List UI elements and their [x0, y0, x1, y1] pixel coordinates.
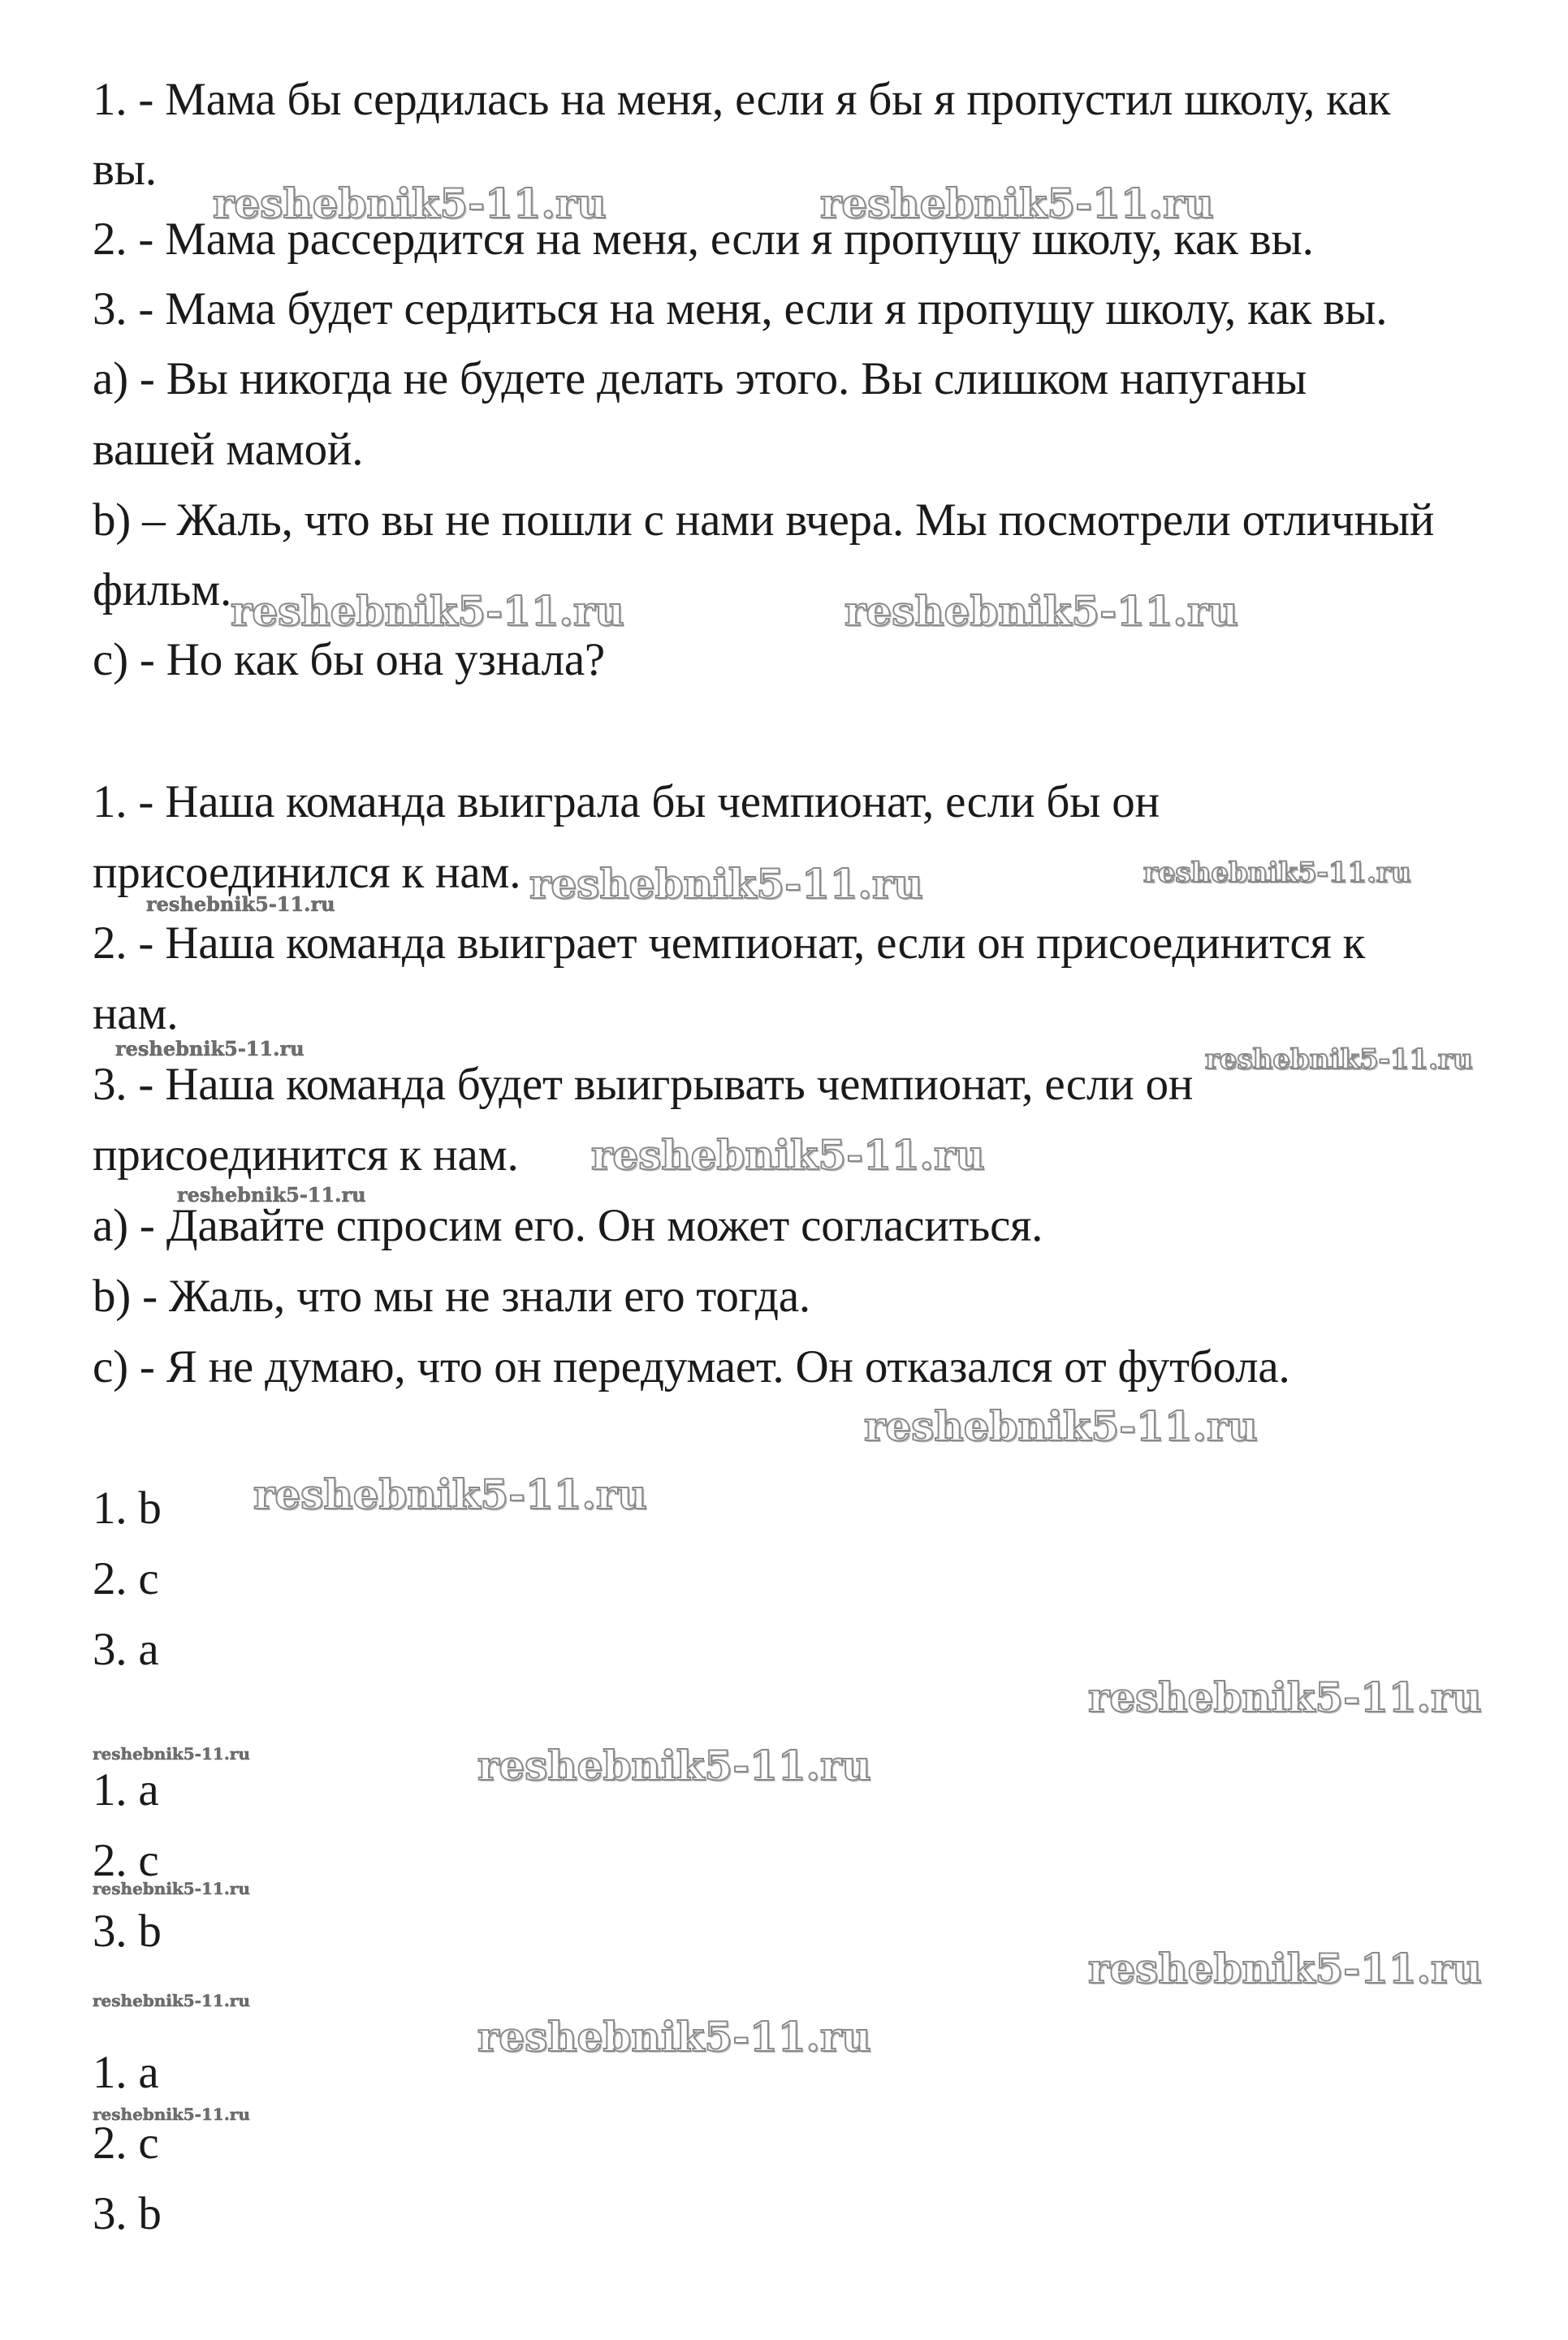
watermark: reshebnik5-11.ru [844, 587, 1238, 635]
answer-line: 3. b [93, 1906, 162, 1957]
answer-line: 1. а [93, 2047, 159, 2098]
text-line: а) - Давайте спросим его. Он может согласиться. [93, 1200, 1043, 1251]
answer-line: 2. с [93, 2118, 159, 2169]
watermark: reshebnik5-11.ru [1143, 857, 1411, 889]
watermark: reshebnik5-11.ru [820, 179, 1214, 227]
text-line: b) – Жаль, что вы не пошли с нами вчера. Мы посмотрели отличный [93, 494, 1435, 546]
text-line: с) - Но как бы она узнала? [93, 634, 606, 685]
text-line: b) - Жаль, что мы не знали его тогда. [93, 1271, 810, 1322]
text-line: 1. - Наша команда выиграла бы чемпионат, если бы он [93, 776, 1160, 827]
text-line: 2. - Наша команда выиграет чемпионат, если он присоединится к [93, 917, 1366, 969]
watermark: reshebnik5-11.ru [477, 1742, 871, 1790]
watermark: reshebnik5-11.ru [177, 1183, 366, 1207]
watermark: reshebnik5-11.ru [591, 1131, 985, 1179]
text-line: 2. - Мама рассердится на меня, если я пропущу школу, как вы. [93, 214, 1314, 265]
answer-line: 3. а [93, 1624, 159, 1675]
answer-line: 1. а [93, 1764, 159, 1815]
watermark: reshebnik5-11.ru [93, 1744, 250, 1764]
text-line: 1. - Мама бы сердилась на меня, если я бы я пропустил школу, как [93, 74, 1391, 125]
watermark: reshebnik5-11.ru [93, 1991, 250, 2010]
answer-line: 2. с [93, 1835, 159, 1886]
watermark: reshebnik5-11.ru [1088, 1673, 1482, 1721]
text-line: вашей мамой. [93, 424, 364, 475]
watermark: reshebnik5-11.ru [146, 892, 335, 916]
text-line: вы. [93, 144, 157, 195]
text-line: нам. [93, 988, 179, 1039]
watermark: reshebnik5-11.ru [864, 1402, 1258, 1450]
text-line: с) - Я не думаю, что он передумает. Он отказался от футбола. [93, 1341, 1290, 1392]
watermark: reshebnik5-11.ru [1205, 1043, 1473, 1076]
watermark: reshebnik5-11.ru [1088, 1945, 1482, 1992]
answer-line: 1. b [93, 1483, 162, 1534]
watermark: reshebnik5-11.ru [477, 2013, 871, 2061]
watermark: reshebnik5-11.ru [529, 860, 923, 908]
watermark: reshebnik5-11.ru [253, 1470, 647, 1518]
watermark: reshebnik5-11.ru [213, 179, 607, 227]
watermark: reshebnik5-11.ru [231, 587, 624, 635]
answer-line: 2. с [93, 1553, 159, 1604]
text-line: присоединится к нам. [93, 1129, 519, 1181]
text-line: фильм. [93, 564, 231, 615]
text-line: присоединился к нам. [93, 847, 521, 898]
text-line: а) - Вы никогда не будете делать этого. Вы слишком напуганы [93, 353, 1307, 404]
watermark: reshebnik5-11.ru [93, 2105, 250, 2124]
text-line: 3. - Мама будет сердиться на меня, если я пропущу школу, как вы. [93, 283, 1388, 335]
watermark: reshebnik5-11.ru [93, 1879, 250, 1898]
watermark: reshebnik5-11.ru [115, 1037, 305, 1060]
text-line: 3. - Наша команда будет выигрывать чемпионат, если он [93, 1059, 1194, 1110]
answer-line: 3. b [93, 2188, 162, 2239]
